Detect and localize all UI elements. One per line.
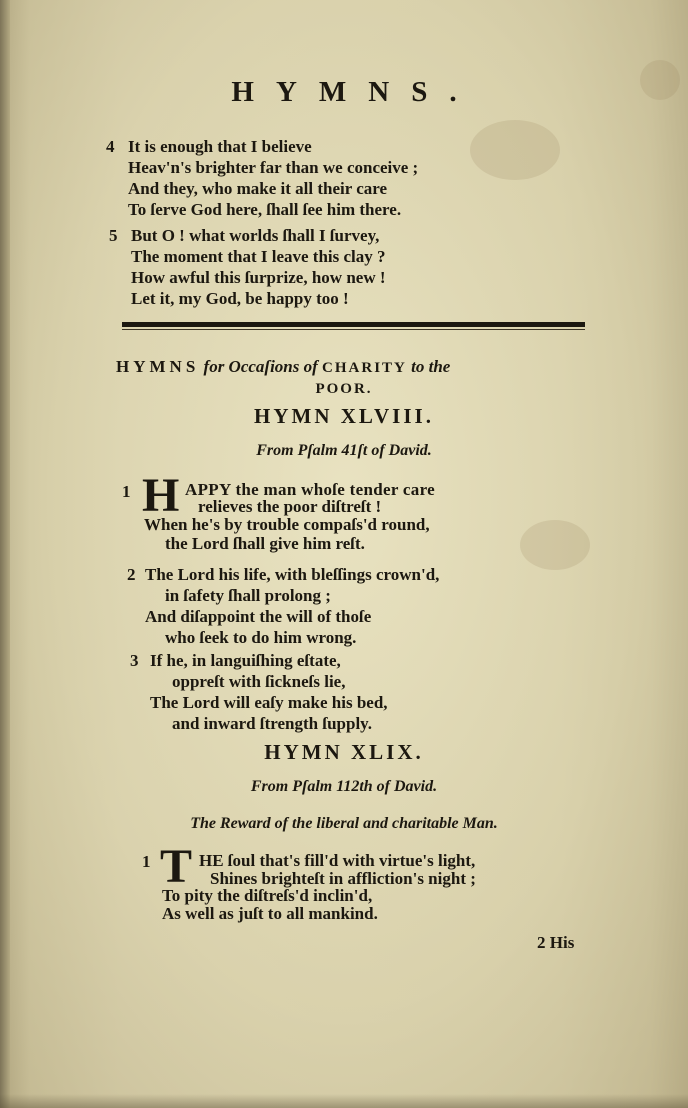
section-heading-charity: CHARITY — [322, 360, 407, 376]
hymn-48-source: From Pſalm 41ſt of David. — [256, 442, 432, 459]
verse-line: As well as juſt to all mankind. — [162, 904, 378, 923]
hymn-48-stanza-1-number: 1 — [122, 482, 131, 501]
stanza-4 — [106, 136, 419, 220]
catchword: 2 His — [537, 933, 575, 952]
page-gutter-shadow — [0, 0, 10, 1108]
stanza-number: 3 — [130, 651, 139, 670]
hymn-48-stanza-2 — [127, 564, 440, 648]
verse-line: It is enough that I believe — [128, 137, 312, 156]
paper-stain — [520, 520, 590, 570]
verse-line: Shines brighteſt in affliction's night ; — [210, 869, 476, 888]
verse-line: The Lord his life, with bleſſings crown'd, — [145, 565, 440, 584]
verse-line: To ſerve God here, ſhall ſee him there. — [128, 200, 402, 219]
verse-line: When he's by trouble compaſs'd round, — [144, 515, 430, 534]
verse-line: How awful this ſurprize, how new ! — [131, 268, 386, 287]
verse-line: Let it, my God, be happy too ! — [131, 289, 349, 308]
drop-cap: H — [142, 469, 180, 522]
hymn-49-title: HYMN XLIX. — [264, 740, 424, 764]
verse-line: relieves the poor diſtreſt ! — [198, 497, 382, 516]
stanza-number: 5 — [109, 226, 118, 245]
verse-line: And they, who make it all their care — [128, 179, 388, 198]
section-heading-for: for Occaſions of — [203, 357, 318, 376]
section-heading-hymns: HYMNS — [116, 357, 200, 376]
verse-line: If he, in languiſhing eſtate, — [150, 651, 341, 670]
verse-line: the Lord ſhall give him reſt. — [165, 534, 365, 553]
section-heading-to-the: to the — [411, 357, 451, 376]
verse-line: HE ſoul that's fill'd with virtue's light, — [199, 851, 476, 870]
stanza-number: 4 — [106, 137, 115, 156]
verse-line: who ſeek to do him wrong. — [165, 628, 357, 647]
stanza-number: 2 — [127, 565, 136, 584]
hymn-49-stanza-1-number: 1 — [142, 852, 151, 871]
section-heading — [116, 356, 588, 379]
paper-stain — [470, 120, 560, 180]
verse-line: oppreſt with ſickneſs lie, — [172, 672, 346, 691]
verse-line: and inward ſtrength ſupply. — [172, 714, 372, 733]
verse-line: The Lord will eaſy make his bed, — [150, 693, 388, 712]
drop-cap: T — [160, 840, 193, 893]
section-heading-poor: POOR. — [315, 381, 373, 397]
hymn-49-subtitle: The Reward of the liberal and charitable Man. — [190, 815, 498, 832]
hymn-48-stanza-3 — [130, 650, 388, 734]
hymn-48-title: HYMN XLVIII. — [254, 404, 434, 428]
verse-line: Heav'n's brighter far than we conceive ; — [128, 158, 419, 177]
verse-line: APPY the man whoſe tender care — [185, 480, 435, 499]
verse-line: To pity the diſtreſs'd inclin'd, — [162, 886, 373, 905]
stanza-5 — [109, 225, 386, 309]
page-bottom-edge — [0, 1094, 688, 1108]
verse-line: The moment that I leave this clay ? — [131, 247, 386, 266]
running-head: HYMNS. — [231, 76, 479, 108]
section-rule — [122, 322, 585, 327]
hymn-49-source: From Pſalm 112th of David. — [250, 778, 438, 795]
verse-line: in ſafety ſhall prolong ; — [165, 586, 331, 605]
verse-line: But O ! what worlds ſhall I ſurvey, — [131, 226, 380, 245]
verse-line: And diſappoint the will of thoſe — [145, 607, 372, 626]
